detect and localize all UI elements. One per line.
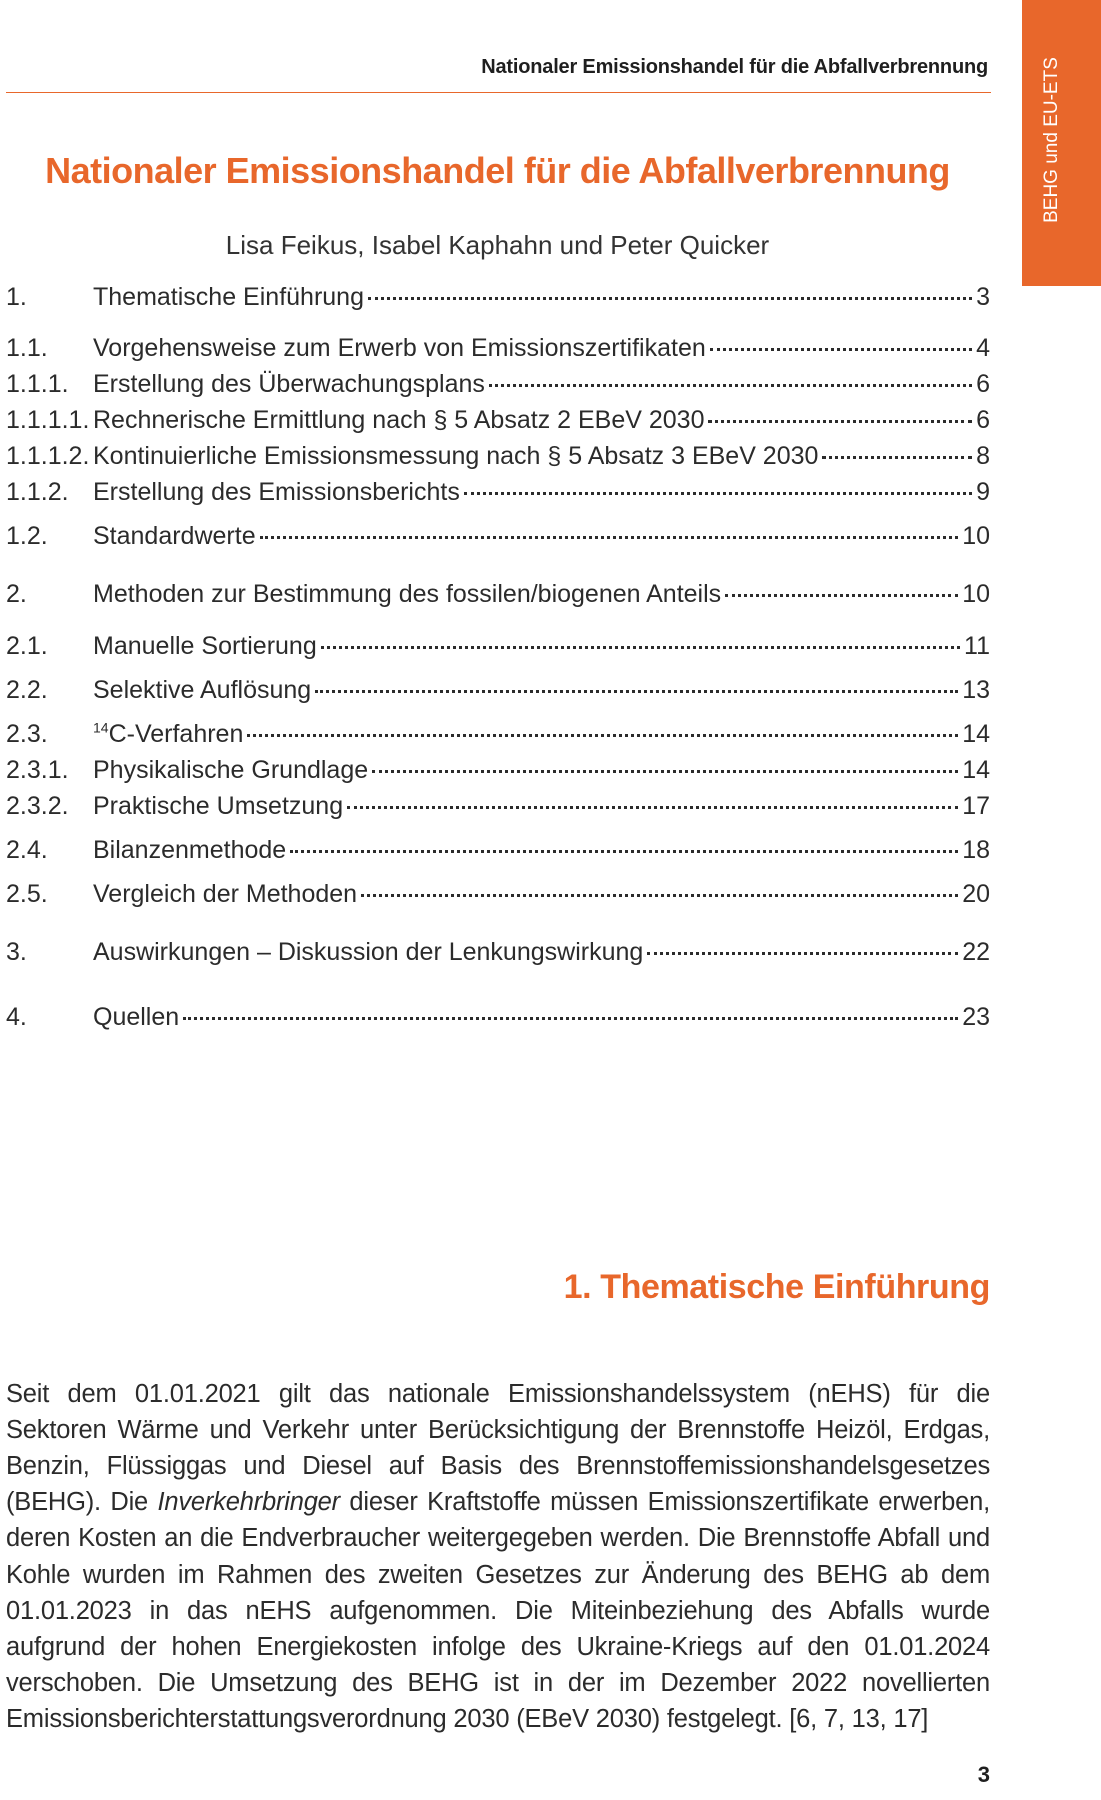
toc-number: 2.1.: [6, 632, 48, 660]
toc-leader: [183, 1017, 958, 1020]
toc-page: 8: [976, 442, 990, 470]
toc-title: Bilanzenmethode: [93, 836, 287, 864]
toc-title: Vergleich der Methoden: [93, 880, 358, 908]
toc-number: 2.3.1.: [6, 756, 69, 784]
toc-leader: [361, 894, 958, 897]
toc-page: 9: [976, 478, 990, 506]
page-title: Nationaler Emissionshandel für die Abfallverbrennung: [45, 150, 950, 191]
toc-superscript: 14: [93, 719, 109, 736]
toc-title: Erstellung des Emissionsberichts: [93, 478, 460, 506]
toc-number: 2.5.: [6, 880, 48, 908]
toc-title: Manuelle Sortierung: [93, 632, 317, 660]
toc-page: 17: [962, 792, 990, 820]
toc-title: Erstellung des Überwachungsplans: [93, 370, 485, 398]
toc-number: 2.3.2.: [6, 792, 69, 820]
toc-leader: [725, 594, 958, 597]
toc-page: 20: [962, 880, 990, 908]
running-head: Nationaler Emissionshandel für die Abfallverbrennung: [481, 56, 988, 78]
toc-number: 2.3.: [6, 720, 48, 748]
toc-leader: [247, 734, 958, 737]
toc-leader: [372, 770, 958, 773]
toc-title: Kontinuierliche Emissionsmessung nach § 5 Absatz 3 EBeV 2030: [93, 442, 819, 470]
toc-row[interactable]: [0, 522, 990, 556]
body-text: Seit dem 01.01.2021 gilt das nationale Emissionshandelssystem (nEHS) für die Sektoren Wärme und Verkehr unter Berücksichtigung der Brennstoffe Heizöl, Erdgas, Benzin, Flüssiggas und Diesel auf Basis des Brennstoffemissionshandelsgesetzes (BEHG). Die: [6, 1379, 990, 1517]
toc-title: Methoden zur Bestimmung des fossilen/biogenen Anteils: [93, 580, 722, 608]
toc-row[interactable]: [0, 720, 990, 754]
toc-leader: [321, 646, 960, 649]
header-rule: [6, 92, 991, 93]
toc-page: 22: [962, 938, 990, 966]
side-tab-label: BEHG und EU-ETS: [1041, 57, 1062, 223]
body-paragraph: [6, 1376, 990, 1738]
toc-row[interactable]: [0, 334, 990, 368]
toc-title: Thematische Einführung: [93, 283, 364, 311]
toc-row[interactable]: [0, 370, 990, 404]
toc-leader: [708, 420, 972, 423]
toc-row[interactable]: [0, 880, 990, 914]
toc-row[interactable]: [0, 406, 990, 440]
page-number: 3: [977, 1762, 990, 1787]
toc-number: 1.1.1.2.: [6, 442, 90, 470]
toc-title: Physikalische Grundlage: [93, 756, 369, 784]
toc-page: 4: [976, 334, 990, 362]
toc-page: 11: [964, 632, 990, 660]
toc-leader: [822, 456, 972, 459]
section-heading: 1. Thematische Einführung: [563, 1268, 990, 1306]
toc-row[interactable]: [0, 792, 990, 826]
toc-number: 4.: [6, 1003, 27, 1031]
toc-page: 6: [976, 370, 990, 398]
toc-row[interactable]: [0, 283, 990, 317]
toc-number: 1.1.1.1.: [6, 406, 90, 434]
toc-row[interactable]: [0, 580, 990, 614]
toc-title: Rechnerische Ermittlung nach § 5 Absatz 2 EBeV 2030: [93, 406, 705, 434]
toc-row[interactable]: [0, 442, 990, 476]
toc-row[interactable]: [0, 632, 990, 666]
toc-row[interactable]: [0, 836, 990, 870]
toc-number: 1.1.: [6, 334, 48, 362]
toc-row[interactable]: [0, 676, 990, 710]
toc-title: Selektive Auflösung: [93, 676, 312, 704]
toc-number: 1.2.: [6, 522, 48, 550]
toc-row[interactable]: [0, 938, 990, 972]
toc-number: 3.: [6, 938, 27, 966]
toc-leader: [464, 492, 972, 495]
toc-page: 13: [962, 676, 990, 704]
toc-title-text: C-Verfahren: [108, 720, 244, 748]
toc-page: 14: [962, 756, 990, 784]
toc-number: 2.2.: [6, 676, 48, 704]
toc-leader: [489, 384, 972, 387]
toc-number: 1.1.1.: [6, 370, 69, 398]
toc-number: 2.: [6, 580, 27, 608]
authors: Lisa Feikus, Isabel Kaphahn und Peter Quicker: [225, 230, 770, 260]
toc-title: Standardwerte: [93, 522, 256, 550]
toc-leader: [347, 806, 958, 809]
toc-leader: [368, 297, 972, 300]
toc-page: 14: [962, 720, 990, 748]
toc-title: Vorgehensweise zum Erwerb von Emissionszertifikaten: [93, 334, 706, 362]
body-text: dieser Kraftstoffe müssen Emissionszertifikate erwerben, deren Kosten an die Endverbraucher weitergegeben werden. Die Brennstoffe Abfall und Kohle wurden im Rahmen des zweiten Gesetzes zur Änderung des BEHG ab dem 01.01.2023 in das nEHS aufgenommen. Die Miteinbeziehung des Abfalls wurde aufgrund der hohen Energiekosten infolge des Ukraine-Kriegs auf den 01.01.2024 verschoben. Die Umsetzung des BEHG ist in der im Dezember 2022 novellierten Emissionsberichterstattungsverordnung 2030 (EBeV 2030) festgelegt. [6, 7, 13, 17]: [6, 1488, 990, 1734]
toc-page: 23: [962, 1003, 990, 1031]
toc-page: 3: [976, 283, 990, 311]
toc-leader: [260, 536, 959, 539]
toc-page: 18: [962, 836, 990, 864]
toc-title: Quellen: [93, 1003, 180, 1031]
body-emphasis: Inverkehrbringer: [157, 1488, 340, 1517]
toc-title: [93, 720, 243, 749]
toc-number: 1.: [6, 283, 27, 311]
toc-page: 10: [962, 580, 990, 608]
toc-row[interactable]: [0, 756, 990, 790]
toc-page: 6: [976, 406, 990, 434]
toc-leader: [315, 690, 958, 693]
toc-title: Auswirkungen – Diskussion der Lenkungswirkung: [93, 938, 644, 966]
toc-title: Praktische Umsetzung: [93, 792, 344, 820]
toc-row[interactable]: [0, 478, 990, 512]
toc-leader: [710, 348, 972, 351]
toc-number: 1.1.2.: [6, 478, 69, 506]
toc-leader: [647, 952, 958, 955]
toc-leader: [290, 850, 958, 853]
toc-number: 2.4.: [6, 836, 48, 864]
toc-row[interactable]: [0, 1003, 990, 1037]
toc-page: 10: [962, 522, 990, 550]
